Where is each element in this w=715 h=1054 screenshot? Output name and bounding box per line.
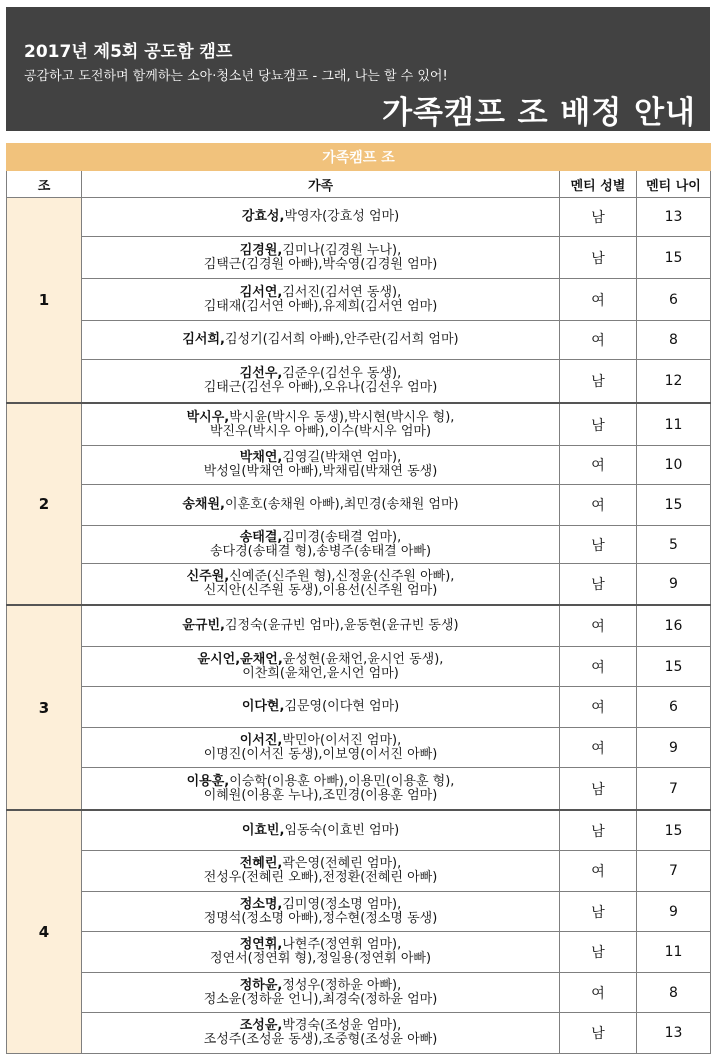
table-row xyxy=(7,564,711,606)
mentee-name: 김서연, xyxy=(239,284,283,300)
table-row xyxy=(7,851,711,892)
family-cell xyxy=(82,973,560,1013)
family-cell xyxy=(82,605,560,647)
family-line-2: 이찬희(윤채언,윤시언 엄마) xyxy=(242,665,399,681)
column-header-gender: 멘티 성별 xyxy=(560,171,637,198)
family-line-1 xyxy=(82,857,559,871)
camp-slogan: 공감하고 도전하며 함께하는 소아·청소년 당뇨캠프 - 그래, 나는 할 수 있어! xyxy=(24,69,448,84)
family-line-1 xyxy=(82,824,559,838)
family-cell xyxy=(82,526,560,564)
mentee-age: 8 xyxy=(637,321,711,360)
mentee-gender: 여 xyxy=(560,728,637,768)
mentee-age: 15 xyxy=(637,810,711,851)
page-title: 가족캠프 조 배정 안내 xyxy=(382,95,696,131)
family-cell xyxy=(82,485,560,526)
mentee-name: 윤시언,윤채언, xyxy=(197,651,283,667)
family-line-2: 김태재(김서연 아빠),유제희(김서연 엄마) xyxy=(203,298,438,314)
family-members: 박경숙(조성윤 엄마), xyxy=(282,1018,402,1033)
mentee-name: 김선우, xyxy=(239,366,283,381)
mentee-name: 정소명, xyxy=(239,896,283,912)
family-line-1 xyxy=(82,653,559,667)
family-cell xyxy=(82,768,560,811)
mentee-age: 13 xyxy=(637,198,711,237)
family-line-2: 정연서(정연휘 형),정일용(정연휘 아빠) xyxy=(209,951,432,966)
family-cell xyxy=(82,892,560,932)
mentee-gender: 여 xyxy=(560,973,637,1013)
family-line-2: 조성주(조성윤 동생),조중형(조성윤 아빠) xyxy=(203,1032,438,1047)
family-members: 박영자(강효성 엄마) xyxy=(284,209,400,224)
mentee-gender: 여 xyxy=(560,485,637,526)
family-line-1 xyxy=(82,498,559,512)
mentee-gender: 남 xyxy=(560,237,637,279)
family-members: 김정숙(윤규빈 엄마),윤동현(윤규빈 동생) xyxy=(225,618,459,633)
mentee-name: 전혜린, xyxy=(239,856,283,871)
table-row xyxy=(7,360,711,404)
mentee-age: 11 xyxy=(637,932,711,973)
mentee-gender: 여 xyxy=(560,321,637,360)
mentee-name: 송태결, xyxy=(239,529,283,545)
mentee-age: 6 xyxy=(637,687,711,728)
family-members: 임동숙(이효빈 엄마) xyxy=(284,822,400,838)
mentee-name: 정하윤, xyxy=(239,977,283,993)
mentee-age: 15 xyxy=(637,485,711,526)
family-line-2: 김택근(김경원 아빠),박숙영(김경원 엄마) xyxy=(203,256,438,272)
mentee-age: 13 xyxy=(637,1013,711,1054)
family-line-1 xyxy=(82,531,559,545)
family-cell xyxy=(82,687,560,728)
family-line-1 xyxy=(82,1019,559,1033)
group-number: 3 xyxy=(7,605,82,810)
family-line-2: 김태근(김선우 아빠),오유나(김선우 엄마) xyxy=(203,380,438,395)
mentee-name: 신주원, xyxy=(186,569,230,584)
family-line-1 xyxy=(82,244,559,258)
table-row xyxy=(7,279,711,321)
mentee-age: 16 xyxy=(637,605,711,647)
family-cell xyxy=(82,932,560,973)
mentee-gender: 남 xyxy=(560,932,637,973)
table-row xyxy=(7,687,711,728)
mentee-name: 이서진, xyxy=(239,732,283,748)
family-line-2: 이명진(이서진 동생),이보영(이서진 아빠) xyxy=(203,746,438,762)
mentee-name: 김경원, xyxy=(239,242,283,258)
mentee-gender: 남 xyxy=(560,810,637,851)
table-row xyxy=(7,810,711,851)
family-line-1 xyxy=(82,938,559,952)
family-line-2: 정명석(정소명 아빠),정수현(정소명 동생) xyxy=(203,910,438,926)
mentee-gender: 남 xyxy=(560,526,637,564)
mentee-gender: 남 xyxy=(560,403,637,446)
family-line-1 xyxy=(82,210,559,224)
family-line-1 xyxy=(82,411,559,425)
camp-title: 2017년 제5회 공도함 캠프 xyxy=(24,42,233,62)
family-members: 박민아(이서진 엄마), xyxy=(282,732,402,748)
mentee-name: 이효빈, xyxy=(241,822,285,838)
family-members: 김미영(정소명 엄마), xyxy=(282,896,402,912)
family-line-1 xyxy=(82,286,559,300)
family-line-1 xyxy=(82,333,559,347)
mentee-age: 15 xyxy=(637,647,711,687)
family-cell xyxy=(82,851,560,892)
mentee-name: 조성윤, xyxy=(239,1018,283,1033)
table-row xyxy=(7,1013,711,1054)
mentee-age: 11 xyxy=(637,403,711,446)
family-cell xyxy=(82,564,560,606)
mentee-name: 이다현, xyxy=(241,699,285,714)
family-line-1 xyxy=(82,367,559,381)
table-title: 가족캠프 조 xyxy=(7,144,711,171)
table-row xyxy=(7,237,711,279)
table-row xyxy=(7,526,711,564)
mentee-name: 이용훈, xyxy=(186,773,230,789)
family-members: 김서진(김서연 동생), xyxy=(282,284,402,300)
mentee-age: 10 xyxy=(637,446,711,485)
mentee-gender: 남 xyxy=(560,768,637,811)
family-line-1 xyxy=(82,570,559,584)
family-members: 윤성현(윤채언,윤시언 동생), xyxy=(282,651,444,667)
mentee-name: 박시우, xyxy=(186,409,230,425)
mentee-gender: 여 xyxy=(560,446,637,485)
header-banner xyxy=(6,7,710,131)
family-line-2: 이혜원(이용훈 누나),조민경(이용훈 엄마) xyxy=(203,787,438,803)
mentee-name: 강효성, xyxy=(241,209,285,224)
family-members: 김문영(이다현 엄마) xyxy=(284,699,400,714)
table-row xyxy=(7,768,711,811)
mentee-gender: 남 xyxy=(560,198,637,237)
mentee-gender: 여 xyxy=(560,647,637,687)
family-members: 정성우(정하윤 아빠), xyxy=(282,977,402,993)
family-members: 박시윤(박시우 동생),박시현(박시우 형), xyxy=(229,409,455,425)
table-body xyxy=(7,198,711,1054)
mentee-name: 정연휘, xyxy=(239,937,283,952)
mentee-name: 윤규빈, xyxy=(182,618,225,633)
mentee-age: 9 xyxy=(637,564,711,606)
family-cell xyxy=(82,728,560,768)
family-cell xyxy=(82,810,560,851)
table-row xyxy=(7,728,711,768)
family-members: 나현주(정연휘 엄마), xyxy=(282,937,402,952)
family-line-1 xyxy=(82,775,559,789)
family-line-2: 박진우(박시우 아빠),이수(박시우 엄마) xyxy=(209,423,432,439)
mentee-gender: 남 xyxy=(560,1013,637,1054)
family-members: 이훈호(송채원 아빠),최민경(송채원 엄마) xyxy=(225,497,459,512)
table-row xyxy=(7,605,711,647)
family-members: 김성기(김서희 아빠),안주란(김서희 엄마) xyxy=(225,332,459,347)
mentee-gender: 남 xyxy=(560,360,637,404)
group-number: 4 xyxy=(7,810,82,1054)
mentee-gender: 남 xyxy=(560,892,637,932)
family-line-2: 정소윤(정하윤 언니),최경숙(정하윤 엄마) xyxy=(203,991,438,1007)
table-row xyxy=(7,446,711,485)
family-line-2: 송다경(송태결 형),송병주(송태결 아빠) xyxy=(209,543,432,559)
mentee-gender: 여 xyxy=(560,605,637,647)
mentee-gender: 여 xyxy=(560,851,637,892)
group-number: 2 xyxy=(7,403,82,605)
family-line-1 xyxy=(82,700,559,714)
column-header-family: 가족 xyxy=(82,171,560,198)
family-line-2: 박성일(박채연 아빠),박채림(박채연 동생) xyxy=(203,464,438,479)
table-row xyxy=(7,403,711,446)
family-line-2: 신지안(신주원 동생),이용선(신주원 엄마) xyxy=(203,583,438,598)
family-cell xyxy=(82,237,560,279)
family-line-1 xyxy=(82,979,559,993)
family-line-1 xyxy=(82,898,559,912)
mentee-age: 6 xyxy=(637,279,711,321)
table-row xyxy=(7,932,711,973)
mentee-age: 7 xyxy=(637,768,711,811)
family-members: 김영길(박채연 엄마), xyxy=(282,450,402,465)
family-cell xyxy=(82,446,560,485)
mentee-age: 9 xyxy=(637,728,711,768)
family-members: 김미나(김경원 누나), xyxy=(282,242,402,258)
column-header-group: 조 xyxy=(7,171,82,198)
family-cell xyxy=(82,198,560,237)
family-line-1 xyxy=(82,619,559,633)
family-members: 김준우(김선우 동생), xyxy=(282,366,402,381)
family-cell xyxy=(82,321,560,360)
mentee-name: 김서희, xyxy=(182,332,225,347)
mentee-age: 15 xyxy=(637,237,711,279)
family-cell xyxy=(82,403,560,446)
mentee-age: 9 xyxy=(637,892,711,932)
family-cell xyxy=(82,1013,560,1054)
family-members: 곽은영(전혜린 엄마), xyxy=(282,856,402,871)
mentee-age: 7 xyxy=(637,851,711,892)
family-members: 이승학(이용훈 아빠),이용민(이용훈 형), xyxy=(229,773,455,789)
table-row xyxy=(7,973,711,1013)
family-line-1 xyxy=(82,734,559,748)
mentee-name: 송채원, xyxy=(182,497,225,512)
family-cell xyxy=(82,279,560,321)
family-cell xyxy=(82,360,560,404)
table-row xyxy=(7,198,711,237)
spacer xyxy=(6,131,710,143)
mentee-age: 5 xyxy=(637,526,711,564)
table-row xyxy=(7,647,711,687)
group-assignment-table xyxy=(6,143,711,1054)
family-cell xyxy=(82,647,560,687)
family-members: 신예준(신주원 형),신정윤(신주원 아빠), xyxy=(229,569,455,584)
group-number: 1 xyxy=(7,198,82,404)
mentee-age: 8 xyxy=(637,973,711,1013)
mentee-gender: 남 xyxy=(560,564,637,606)
column-header-age: 멘티 나이 xyxy=(637,171,711,198)
table-row xyxy=(7,892,711,932)
mentee-gender: 여 xyxy=(560,279,637,321)
table-row xyxy=(7,485,711,526)
family-line-2: 전성우(전혜린 오빠),전정환(전혜린 아빠) xyxy=(203,870,438,885)
family-members: 김미경(송태결 엄마), xyxy=(282,529,402,545)
mentee-age: 12 xyxy=(637,360,711,404)
table-row xyxy=(7,321,711,360)
mentee-name: 박채연, xyxy=(239,450,283,465)
family-line-1 xyxy=(82,451,559,465)
mentee-gender: 여 xyxy=(560,687,637,728)
